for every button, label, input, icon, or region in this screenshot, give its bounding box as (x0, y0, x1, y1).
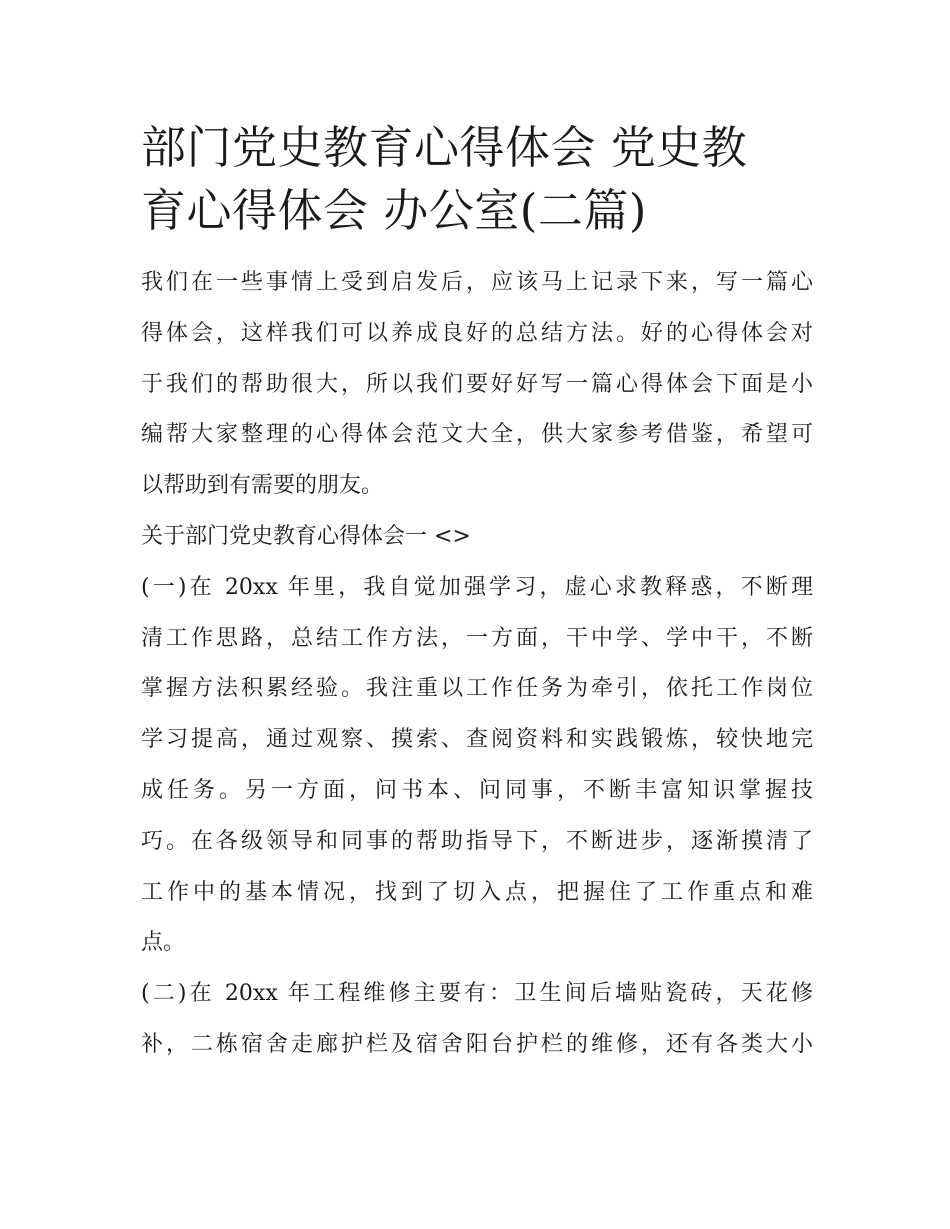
document-title (141, 116, 813, 242)
document-page (141, 116, 813, 1071)
text-line: (一)在 20xx 年里，我自觉加强学习，虚心求教释惑，不断理 (141, 574, 813, 600)
text-line: 巧。在各级领导和同事的帮助指导下，不断进步，逐渐摸清了 (141, 828, 813, 854)
title-line: 育心得体会 办公室(二篇) (141, 184, 647, 237)
text-line: 编帮大家整理的心得体会范文大全，供大家参考借鉴，希望可 (141, 422, 813, 448)
text-line: 补，二栋宿舍走廊护栏及宿舍阳台护栏的维修，还有各类大小 (141, 1031, 813, 1057)
text-line: 成任务。另一方面，问书本、问同事，不断丰富知识掌握技 (141, 777, 813, 803)
text-line: 工作中的基本情况，找到了切入点，把握住了工作重点和难 (141, 879, 813, 905)
text-line: 于我们的帮助很大，所以我们要好好写一篇心得体会下面是小 (141, 371, 813, 397)
section-heading-text: 关于部门党史教育心得体会一 <> (141, 523, 471, 549)
document-body (141, 258, 813, 1071)
text-line: (二)在 20xx 年工程维修主要有：卫生间后墙贴瓷砖，天花修 (141, 981, 813, 1007)
text-line: 得体会，这样我们可以养成良好的总结方法。好的心得体会对 (141, 320, 813, 346)
text-line: 学习提高，通过观察、摸索、查阅资料和实践锻炼，较快地完 (141, 727, 813, 753)
text-line: 我们在一些事情上受到启发后，应该马上记录下来，写一篇心 (141, 270, 813, 295)
text-line: 掌握方法积累经验。我注重以工作任务为牵引，依托工作岗位 (141, 676, 813, 702)
text-line: 以帮助到有需要的朋友。 (141, 473, 384, 499)
paragraph-one (141, 563, 813, 969)
title-line: 部门党史教育心得体会 党史教 (141, 121, 748, 174)
text-line: 点。 (141, 930, 186, 956)
intro-paragraph (141, 258, 813, 512)
paragraph-two (141, 969, 813, 1071)
text-line: 清工作思路，总结工作方法，一方面，干中学、学中干，不断 (141, 625, 813, 651)
section-heading (141, 512, 813, 563)
